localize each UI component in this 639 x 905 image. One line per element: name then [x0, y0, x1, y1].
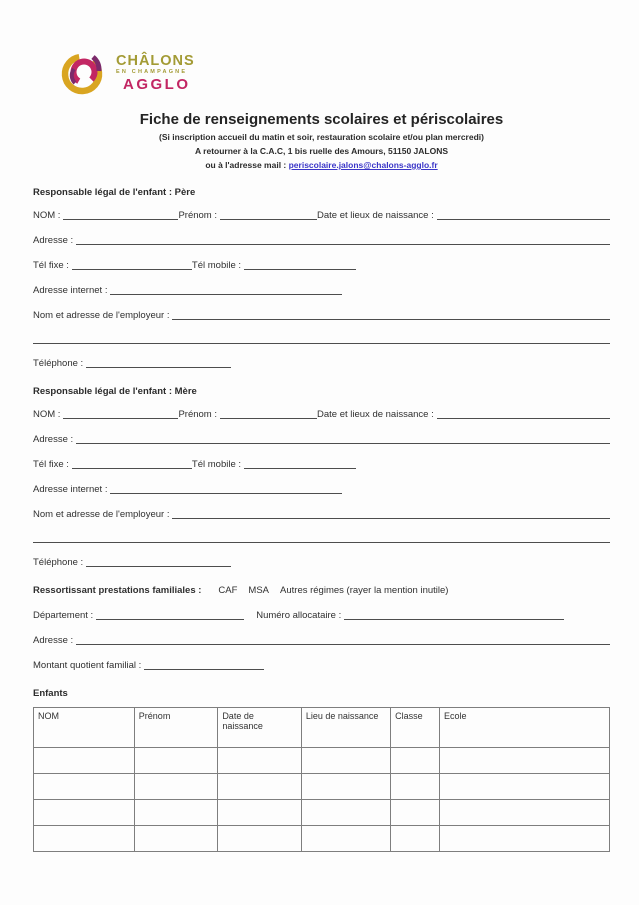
table-row [34, 774, 610, 800]
telephone-label: Téléphone : [33, 557, 84, 568]
employeur-label: Nom et adresse de l'employeur : [33, 310, 170, 321]
blank-line [33, 541, 610, 543]
table-cell [34, 774, 135, 800]
table-cell [440, 800, 610, 826]
col-prenom: Prénom [134, 708, 218, 748]
tel-fixe-label: Tél fixe : [33, 260, 69, 271]
prestations-label: Ressortissant prestations familiales : [33, 585, 202, 596]
blank-line [172, 517, 610, 519]
table-cell [301, 826, 390, 852]
mail-line [33, 160, 610, 170]
logo-agglo: AGGLO [123, 76, 191, 93]
blank-line [172, 318, 610, 320]
col-date-naissance: Date de naissance [218, 708, 302, 748]
adresse-label: Adresse : [33, 235, 74, 246]
mere-employeur-cont-row [33, 541, 610, 544]
mere-tel-row [33, 459, 610, 470]
table-row [34, 748, 610, 774]
table-cell [134, 800, 218, 826]
section-pere-heading: Responsable légal de l'enfant : Père [33, 187, 196, 198]
table-cell [134, 748, 218, 774]
mail-link[interactable]: periscolaire.jalons@chalons-agglo.fr [288, 160, 438, 170]
table-row [34, 800, 610, 826]
blank-line [72, 268, 192, 270]
option-msa: MSA [248, 585, 270, 596]
col-lieu-naissance: Lieu de naissance [301, 708, 390, 748]
blank-line [437, 218, 610, 220]
date-lieux-label: Date et lieux de naissance : [317, 210, 434, 221]
tel-fixe-label: Tél fixe : [33, 459, 69, 470]
table-cell [440, 774, 610, 800]
mere-internet-row [33, 484, 610, 495]
nom-label: NOM : [33, 210, 61, 221]
mere-employeur-row [33, 509, 610, 520]
logo-chalons: CHÂLONS [116, 53, 195, 69]
logo-en-champagne: EN CHAMPAGNE [116, 68, 188, 75]
col-classe: Classe [391, 708, 440, 748]
blank-line [437, 417, 610, 419]
prenom-label: Prénom : [178, 210, 217, 221]
tel-mobile-label: Tél mobile : [191, 260, 242, 271]
blank-line [110, 293, 342, 295]
pere-identity-row [33, 210, 610, 221]
numero-allocataire-label: Numéro allocataire : [256, 610, 342, 621]
table-cell [34, 800, 135, 826]
table-cell [218, 800, 302, 826]
table-cell [301, 800, 390, 826]
nom-label: NOM : [33, 409, 61, 420]
table-cell [391, 748, 440, 774]
pere-adresse-row [33, 235, 610, 246]
enfants-table [33, 707, 610, 852]
mail-prefix: ou à l'adresse mail : [205, 160, 289, 170]
mere-adresse-row [33, 434, 610, 445]
blank-line [244, 268, 356, 270]
blank-line [72, 467, 192, 469]
departement-row [33, 610, 610, 621]
montant-quotient-label: Montant quotient familial : [33, 660, 142, 671]
adresse-label: Adresse : [33, 434, 74, 445]
table-cell [218, 748, 302, 774]
table-header-row [34, 708, 610, 748]
page-title: Fiche de renseignements scolaires et périscolaires [139, 111, 504, 128]
enfants-heading: Enfants [33, 688, 68, 699]
mere-identity-row [33, 409, 610, 420]
blank-line [76, 243, 610, 245]
table-cell [391, 826, 440, 852]
table-cell [134, 774, 218, 800]
col-nom: NOM [34, 708, 135, 748]
table-cell [391, 774, 440, 800]
table-cell [34, 826, 135, 852]
telephone-label: Téléphone : [33, 358, 84, 369]
table-cell [440, 826, 610, 852]
subtitle: (Si inscription accueil du matin et soir, restauration scolaire et/ou plan mercredi) [159, 132, 484, 142]
prestations-adresse-row [33, 635, 610, 646]
table-cell [301, 748, 390, 774]
blank-line [220, 218, 317, 220]
col-ecole: Ecole [440, 708, 610, 748]
table-cell [34, 748, 135, 774]
pere-employeur-row [33, 310, 610, 321]
montant-row [33, 660, 610, 671]
blank-line [63, 417, 178, 419]
employeur-label: Nom et adresse de l'employeur : [33, 509, 170, 520]
pere-telephone-row [33, 358, 610, 369]
blank-line [244, 467, 356, 469]
prenom-label: Prénom : [178, 409, 217, 420]
agglo-logo-text [116, 54, 195, 92]
table-row [34, 826, 610, 852]
mere-telephone-row [33, 557, 610, 568]
return-address: A retourner à la C.A.C, 1 bis ruelle des Amours, 51150 JALONS [194, 146, 449, 156]
table-cell [218, 774, 302, 800]
date-lieux-label: Date et lieux de naissance : [317, 409, 434, 420]
blank-line [110, 492, 342, 494]
table-cell [134, 826, 218, 852]
table-cell [440, 748, 610, 774]
section-mere-heading: Responsable légal de l'enfant : Mère [33, 386, 197, 397]
adresse-label: Adresse : [33, 635, 74, 646]
blank-line [96, 618, 244, 620]
blank-line [33, 342, 610, 344]
blank-line [63, 218, 178, 220]
table-cell [391, 800, 440, 826]
pere-employeur-cont-row [33, 342, 610, 345]
option-caf: CAF [218, 585, 238, 596]
pere-internet-row [33, 285, 610, 296]
enfants-table-body [34, 748, 610, 852]
pere-tel-row [33, 260, 610, 271]
blank-line [86, 565, 231, 567]
blank-line [76, 643, 610, 645]
adresse-internet-label: Adresse internet : [33, 484, 108, 495]
prestations-row [33, 585, 610, 596]
table-cell [218, 826, 302, 852]
blank-line [86, 366, 231, 368]
blank-line [220, 417, 317, 419]
agglo-swirl-icon [57, 45, 109, 101]
blank-line [144, 668, 264, 670]
tel-mobile-label: Tél mobile : [191, 459, 242, 470]
departement-label: Département : [33, 610, 94, 621]
adresse-internet-label: Adresse internet : [33, 285, 108, 296]
blank-line [76, 442, 610, 444]
blank-line [344, 618, 564, 620]
option-autres-regimes: Autres régimes (rayer la mention inutile) [280, 585, 449, 596]
agglo-logo [57, 40, 610, 106]
table-cell [301, 774, 390, 800]
